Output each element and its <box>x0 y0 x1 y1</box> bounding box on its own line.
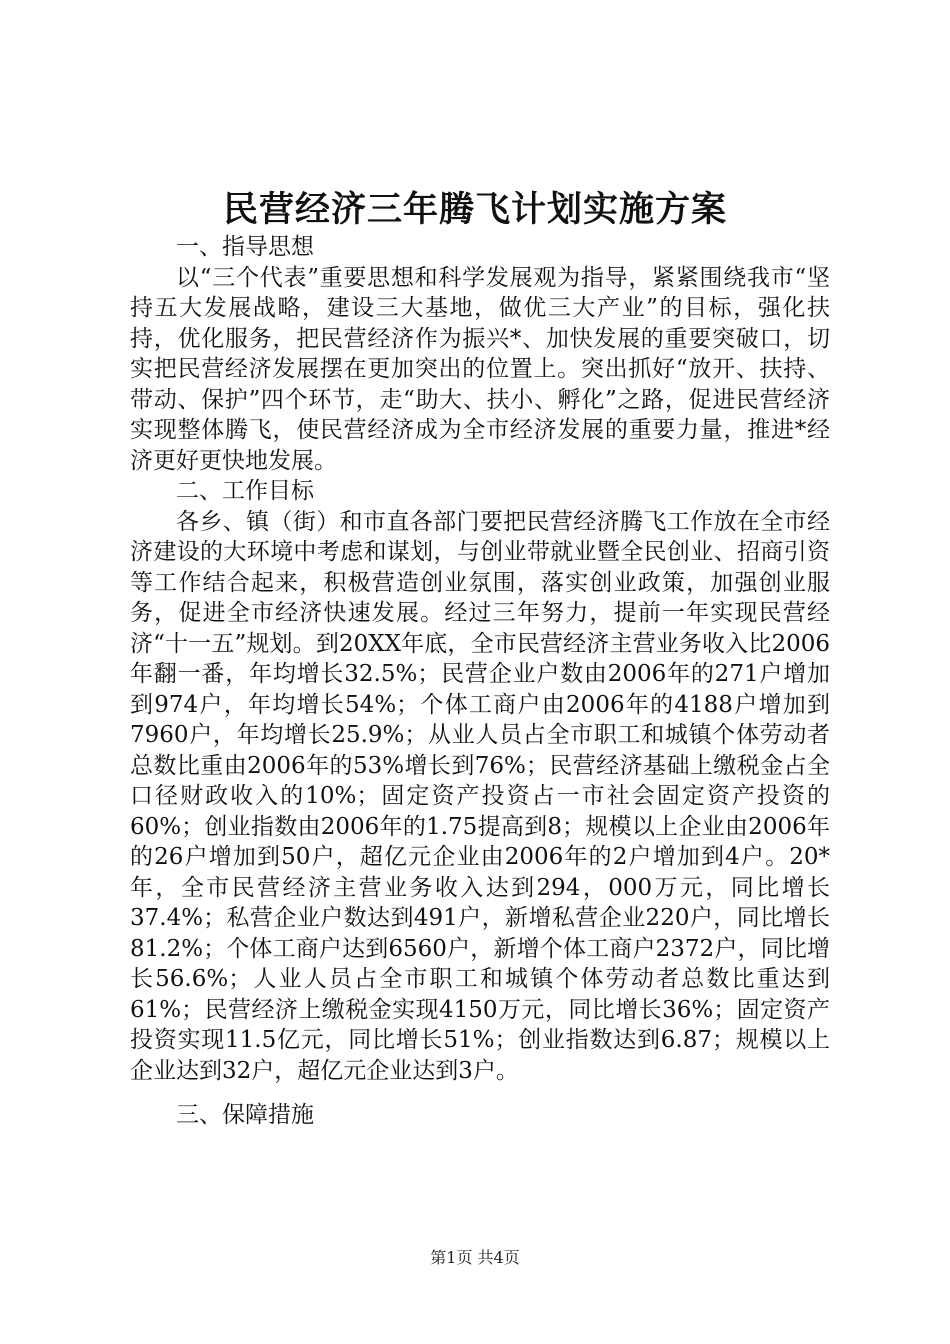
section-heading-safeguard-measures: 三、保障措施 <box>176 1102 314 1128</box>
section-heading-work-goals: 二、工作目标 <box>176 478 314 504</box>
section-paragraph-work-goals: 各乡、镇（街）和市直各部门要把民营经济腾飞工作放在全市经济建设的大环境中考虑和谋划，与创业带就业暨全民创业、招商引资等工作结合起来，积极营造创业氛围，落实创业政策，加强创业服务，促进全市经济快速发展。经过三年努力，提前一年实现民营经济“十一五”规划。到20XX年底，全市民营经济主营业务收入比2006年翻一番，年均增长32.5%；民营企业户数由2006年的271户增加到974户，年均增长54%；个体工商户由2006年的4188户增加到7960户，年均增长25.9%；从业人员占全市职工和城镇个体劳动者总数比重由2006年的53%增长到76%；民营经济基础上缴税金占全口径财政收入的10%；固定资产投资占一市社会固定资产投资的60%；创业指数由2006年的1.75提高到8；规模以上企业由2006年的26户增加到50户，超亿元企业由2006年的2户增加到4户。20*年，全市民营经济主营业务收入达到294，000万元，同比增长37.4%；私营企业户数达到491户，新增私营企业220户，同比增长81.2%；个体工商户达到6560户，新增个体工商户2372户，同比增长56.6%；人业人员占全市职工和城镇个体劳动者总数比重达到61%；民营经济上缴税金实现4150万元，同比增长36%；固定资产投资实现11.5亿元，同比增长51%；创业指数达到6.87；规模以上企业达到32户，超亿元企业达到3户。 <box>130 508 830 1084</box>
section-heading-guiding-ideology: 一、指导思想 <box>176 234 314 260</box>
section-paragraph-guiding-ideology: 以“三个代表”重要思想和科学发展观为指导，紧紧围绕我市“坚持五大发展战略，建设三大基地，做优三大产业”的目标，强化扶持，优化服务，把民营经济作为振兴*、加快发展的重要突破口，切实把民营经济发展摆在更加突出的位置上。突出抓好“放开、扶持、带动、保护”四个环节，走“助大、扶小、孵化”之路，促进民营经济实现整体腾飞，使民营经济成为全市经济发展的重要力量，推进*经济更好更快地发展。 <box>130 264 830 474</box>
document-body <box>130 232 830 1131</box>
page-footer: 第1页 共4页 <box>430 1248 520 1267</box>
document-title: 民营经济三年腾飞计划实施方案 <box>222 189 727 230</box>
